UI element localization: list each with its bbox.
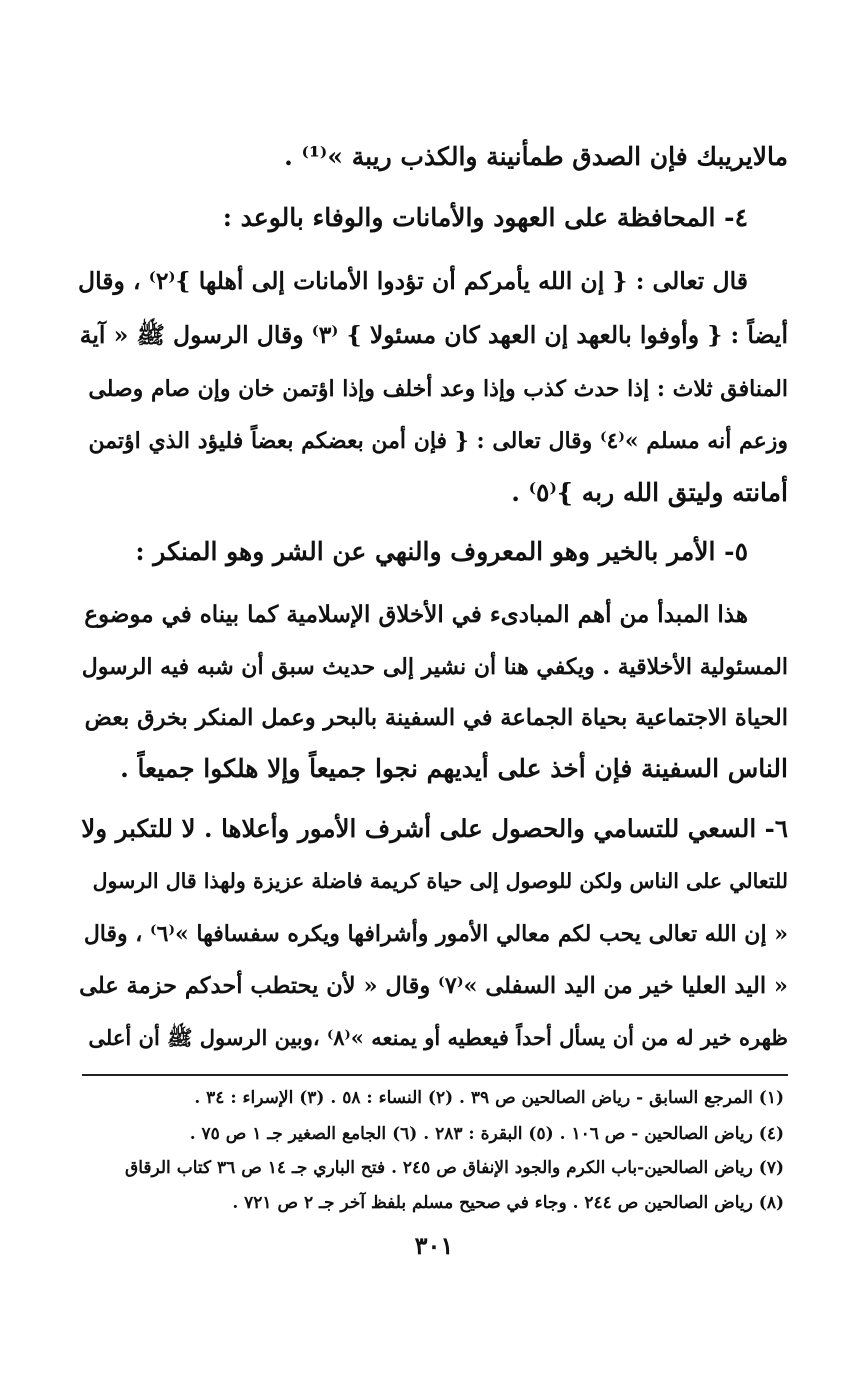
body-line: المنافق ثلاث : إذا حدث كذب وإذا وعد أخلف وإذا اؤتمن خان وإن صام وصلى [88,376,788,402]
footnote-line: (٧) رياض الصالحين-باب الكرم والجود الإنفاق ص ٢٤٥ . فتح الباري جـ ١٤ ص ٣٦ كتاب الرقاق [125,1158,784,1178]
footnote-line: (٤) رياض الصالحين - ص ١٠٦ . (٥) البقرة : ٢٨٣ . (٦) الجامع الصغير جـ ١ ص ٧٥ . [189,1124,784,1144]
body-line: هذا المبدأ من أهم المبادىء في الأخلاق الإسلامية كما بيناه في موضوع [84,601,748,628]
body-line: قال تعالى : { إن الله يأمركم أن تؤدوا الأمانات إلى أهلها }⁽٢⁾ ، وقال [78,267,748,295]
body-line: المسئولية الأخلاقية . ويكفي هنا أن نشير إلى حديث سبق أن شبه فيه الرسول [81,654,788,680]
body-line: مالايريبك فإن الصدق طمأنينة والكذب ريبة »⁽¹⁾ . [284,142,788,171]
section-heading-4: ٤- المحافظة على العهود والأمانات والوفاء بالوعد : [222,203,748,232]
body-line: « اليد العليا خير من اليد السفلى »⁽٧⁾ وقال « لأن يحتطب أحدكم حزمة على [79,973,788,999]
section-heading-5: ٥- الأمر بالخير وهو المعروف والنهي عن الشر وهو المنكر : [135,537,748,566]
body-line: الناس السفينة فإن أخذ على أيديهم نجوا جميعاً وإلا هلكوا جميعاً . [120,754,788,783]
body-line: للتعالي على الناس ولكن للوصول إلى حياة كريمة فاضلة عزيزة ولهذا قال الرسول [92,869,788,893]
footnote-divider [82,1074,788,1076]
body-line: أمانته وليتق الله ربه }⁽٥⁾ . [511,478,788,507]
body-line: ظهره خير له من أن يسأل أحداً فيعطيه أو يمنعه »⁽٨⁾ ،وبين الرسول ﷺ أن أعلى [88,1025,788,1050]
body-line: الحياة الاجتماعية بحياة الجماعة في السفينة بالبحر وعمل المنكر بخرق بعض [84,705,788,731]
body-line: أيضاً : { وأوفوا بالعهد إن العهد كان مسئولا } ⁽٣⁾ وقال الرسول ﷺ « آية [79,321,788,349]
body-line: « إن الله تعالى يحب لكم معالي الأمور وأشرافها ويكره سفسافها »⁽٦⁾ ، وقال [83,921,788,947]
footnote-line: (١) المرجع السابق - رياض الصالحين ص ٣٩ . (٢) النساء : ٥٨ . (٣) الإسراء : ٣٤ . [194,1088,784,1108]
footnote-line: (٨) رياض الصالحين ص ٢٤٤ . وجاء في صحيح مسلم بلفظ آخر جـ ٢ ص ٧٢١ . [232,1193,784,1213]
body-line: وزعم أنه مسلم »⁽٤⁾ وقال تعالى : { فإن أمن بعضكم بعضاً فليؤد الذي اؤتمن [88,428,788,454]
page-number: ٣٠١ [414,1231,454,1260]
section-heading-6: ٦- السعي للتسامي والحصول على أشرف الأمور وأعلاها . لا للتكبر ولا [81,814,788,843]
